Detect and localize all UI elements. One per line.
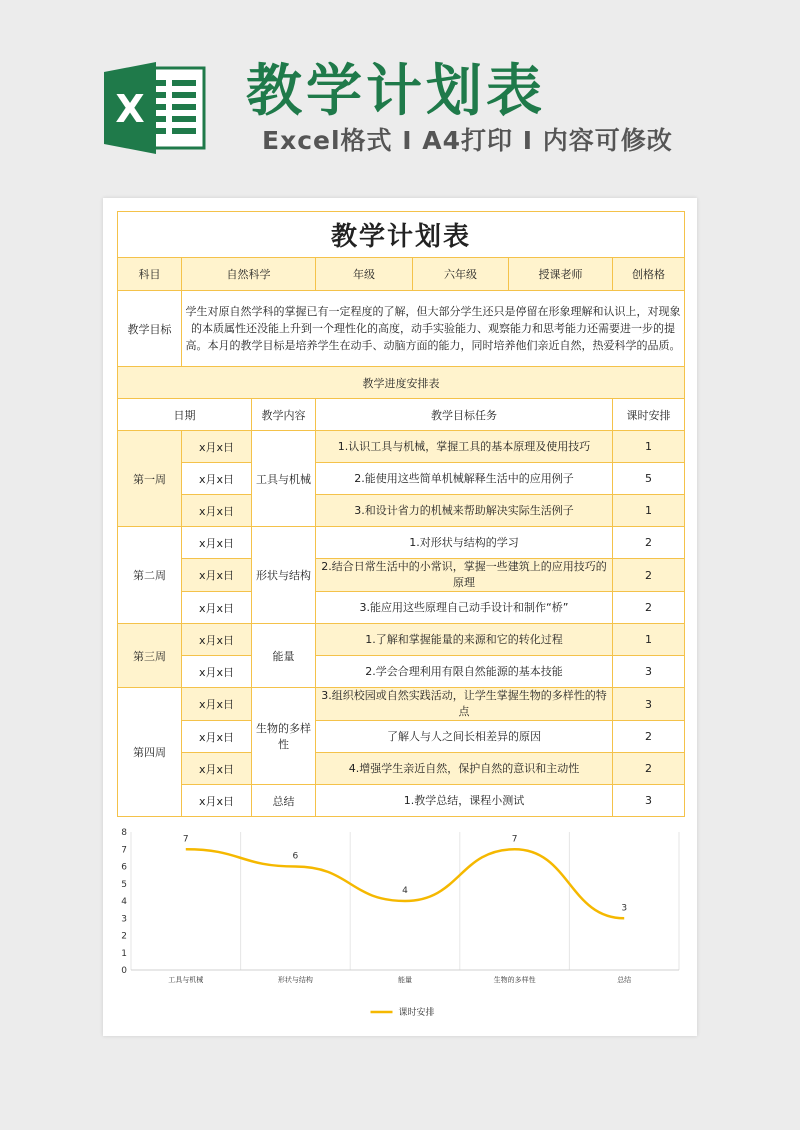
teacher-value[interactable]: 创格格 [613, 258, 685, 291]
grade-value[interactable]: 六年级 [413, 258, 509, 291]
header-content: 教学内容 [252, 399, 316, 431]
task-cell[interactable]: 3.和设计省力的机械来帮助解决实际生活例子 [316, 495, 613, 527]
task-cell[interactable]: 3.组织校园或自然实践活动，让学生掌握生物的多样性的特点 [316, 688, 613, 721]
plan-table [117, 211, 685, 817]
task-cell[interactable]: 2.学会合理利用有限自然能源的基本技能 [316, 656, 613, 688]
goal-label: 教学目标 [118, 291, 182, 367]
y-tick-label: 8 [121, 828, 127, 838]
x-tick-label: 生物的多样性 [493, 976, 536, 984]
task-cell[interactable]: 了解人与人之间长相差异的原因 [316, 721, 613, 753]
hours-cell[interactable]: 2 [613, 753, 685, 785]
date-cell[interactable]: x月x日 [182, 688, 252, 721]
x-tick-label: 能量 [398, 976, 412, 984]
task-cell[interactable]: 1.了解和掌握能量的来源和它的转化过程 [316, 624, 613, 656]
banner-subtitle: Excel格式 I A4打印 I 内容可修改 [262, 126, 673, 155]
date-cell[interactable]: x月x日 [182, 463, 252, 495]
excel-logo-icon [100, 58, 210, 158]
hours-cell[interactable]: 1 [613, 495, 685, 527]
date-cell[interactable]: x月x日 [182, 495, 252, 527]
hours-cell[interactable]: 1 [613, 431, 685, 463]
date-cell[interactable]: x月x日 [182, 785, 252, 817]
schedule-title: 教学进度安排表 [118, 367, 685, 399]
schedule-row [118, 624, 685, 656]
hours-chart [117, 818, 684, 1026]
content-cell[interactable]: 工具与机械 [252, 431, 316, 527]
banner [0, 0, 800, 195]
schedule-row [118, 495, 685, 527]
header-task: 教学目标任务 [316, 399, 613, 431]
goal-text[interactable]: 学生对原自然学科的掌握已有一定程度的了解，但大部分学生还只是停留在形象理解和认识上，对现象的本质属性还没能上升到一个理性化的高度，动手实验能力、观察能力和思考能力还需要进一步的提高。本月的教学目标是培养学生在动手、动脑方面的能力，同时培养他们亲近自然，热爱科学的品质。 [182, 291, 685, 367]
legend-label: 课时安排 [398, 1008, 435, 1018]
data-label: 3 [621, 903, 628, 914]
schedule-row [118, 463, 685, 495]
y-tick-label: 4 [121, 897, 127, 907]
header-hours: 课时安排 [613, 399, 685, 431]
schedule-row [118, 785, 685, 817]
schedule-row [118, 527, 685, 559]
data-label: 7 [182, 834, 189, 845]
date-cell[interactable]: x月x日 [182, 431, 252, 463]
schedule-row [118, 431, 685, 463]
week-label: 第四周 [118, 688, 182, 817]
hours-cell[interactable]: 2 [613, 592, 685, 624]
schedule-row [118, 592, 685, 624]
task-cell[interactable]: 1.对形状与结构的学习 [316, 527, 613, 559]
schedule-row [118, 753, 685, 785]
y-tick-label: 5 [121, 879, 127, 890]
x-tick-label: 工具与机械 [168, 976, 204, 984]
content-cell[interactable]: 生物的多样性 [252, 688, 316, 785]
hours-cell[interactable]: 2 [613, 559, 685, 592]
week-label: 第三周 [118, 624, 182, 688]
hours-cell[interactable]: 3 [613, 688, 685, 721]
info-row [118, 258, 685, 291]
task-cell[interactable]: 1.教学总结，课程小测试 [316, 785, 613, 817]
hours-cell[interactable]: 3 [613, 785, 685, 817]
y-tick-label: 6 [121, 862, 127, 873]
date-cell[interactable]: x月x日 [182, 559, 252, 592]
y-tick-label: 2 [121, 931, 127, 942]
hours-cell[interactable]: 5 [613, 463, 685, 495]
schedule-row [118, 721, 685, 753]
header-date: 日期 [118, 399, 252, 431]
subject-label: 科目 [118, 258, 182, 291]
doc-title: 教学计划表 [118, 212, 685, 258]
date-cell[interactable]: x月x日 [182, 624, 252, 656]
hours-cell[interactable]: 1 [613, 624, 685, 656]
hours-cell[interactable]: 2 [613, 721, 685, 753]
hours-cell[interactable]: 2 [613, 527, 685, 559]
date-cell[interactable]: x月x日 [182, 527, 252, 559]
task-cell[interactable]: 3.能应用这些原理自己动手设计和制作“桥” [316, 592, 613, 624]
grade-label: 年级 [316, 258, 413, 291]
data-label: 4 [402, 886, 408, 896]
y-tick-label: 1 [121, 948, 127, 959]
y-tick-label: 0 [121, 966, 127, 976]
content-cell[interactable]: 总结 [252, 785, 316, 817]
content-cell[interactable]: 能量 [252, 624, 316, 688]
hours-cell[interactable]: 3 [613, 656, 685, 688]
series-line [186, 849, 624, 918]
task-cell[interactable]: 4.增强学生亲近自然，保护自然的意识和主动性 [316, 753, 613, 785]
schedule-row [118, 688, 685, 721]
excel-logo-letter: X [115, 87, 145, 131]
date-cell[interactable]: x月x日 [182, 721, 252, 753]
data-label: 7 [511, 834, 518, 845]
date-cell[interactable]: x月x日 [182, 753, 252, 785]
chart-canvas [117, 818, 684, 1026]
task-cell[interactable]: 2.能使用这些简单机械解释生活中的应用例子 [316, 463, 613, 495]
y-tick-label: 3 [121, 914, 127, 925]
date-cell[interactable]: x月x日 [182, 592, 252, 624]
x-tick-label: 总结 [617, 976, 632, 984]
teacher-label: 授课老师 [509, 258, 613, 291]
schedule-header-row [118, 399, 685, 431]
task-cell[interactable]: 2.结合日常生活中的小常识，掌握一些建筑上的应用技巧的原理 [316, 559, 613, 592]
task-cell[interactable]: 1.认识工具与机械，掌握工具的基本原理及使用技巧 [316, 431, 613, 463]
date-cell[interactable]: x月x日 [182, 656, 252, 688]
goal-row [118, 291, 685, 367]
data-label: 6 [292, 851, 299, 862]
content-cell[interactable]: 形状与结构 [252, 527, 316, 624]
week-label: 第二周 [118, 527, 182, 624]
schedule-row [118, 656, 685, 688]
week-label: 第一周 [118, 431, 182, 527]
subject-value[interactable]: 自然科学 [182, 258, 316, 291]
banner-title: 教学计划表 [246, 59, 546, 124]
schedule-row [118, 559, 685, 592]
x-tick-label: 形状与结构 [277, 976, 313, 984]
y-tick-label: 7 [121, 845, 127, 856]
